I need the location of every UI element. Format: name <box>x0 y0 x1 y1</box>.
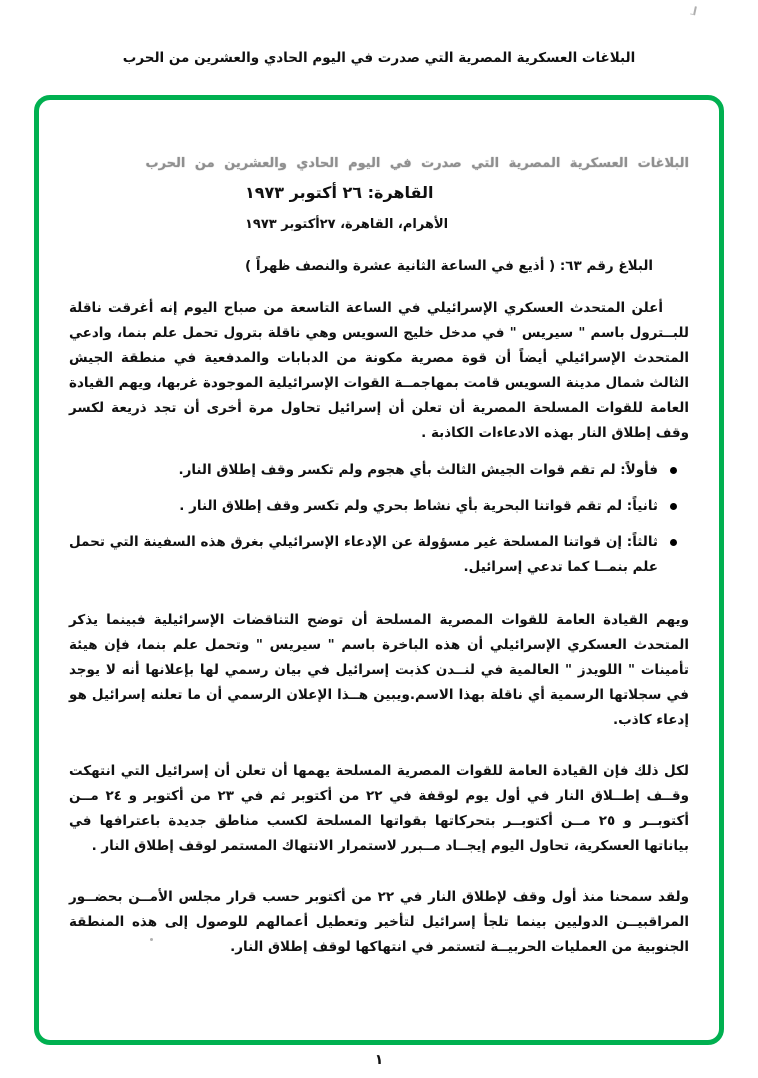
bullet-text: ثانياً: لم تقم قواتنا البحرية بأي نشاط بحري ولم تكسر وقف إطلاق النار . <box>179 498 658 514</box>
dateline: القاهرة: ٢٦ أكتوبر ١٩٧٣ <box>245 183 434 202</box>
paragraph-observers: ولقد سمحنا منذ أول وقف لإطلاق النار في ٢٢ من أكتوبر حسب قرار مجلس الأمــن بحضــور المراقبيــن الدوليين بينما تلجأ إسرائيل لتأخير وتعطيل أعمالهم للوصول إلى هذه المنطقة الجنوبية من العمليات الحربيــة لتستمر في انتهاكها لوقف إطلاق النار. <box>69 889 689 955</box>
paragraph-violations: لكل ذلك فإن القيادة العامة للقوات المصرية المسلحة يهمها أن تعلن أن إسرائيل التي انتهكت وقــف إطــلاق النار في أول يوم لوقفة في ٢٢ من أكتوبر ثم في ٢٣ من أكتوبر و ٢٤ مــن أكتوبــر و ٢٥ مــن أكتوبــر بتحركاتها بقواتها المسلحة لكسب مناطق جديدة باعترافها في بياناتها العسكرية، تحاول اليوم إيجــاد مــبرر لاستمرار الانتهاك المستمر لوقف إطلاق النار . <box>69 763 689 854</box>
paragraph-intro: أعلن المتحدث العسكري الإسرائيلي في الساعة التاسعة من صباح اليوم إنه أغرقت ناقلة للبــترول باسم " سيريس " في مدخل خليج السويس وهي ناقلة بترول تحمل علم بنما، وادعي المتحدث الإسرائيلي أيضاً أن قوة مصرية مكونة من الدبابات والمدفعية في منطقة الجيش الثالث شمال مدينة السويس قامت بمهاجمــة القوات الإسرائيلية الموجودة غربها، ويهم القيادة العامة للقوات المسلحة المصرية أن تعلن أن إسرائيل تحاول مرة أخرى أن تجد ذريعة لكسر وقف إطلاق النار بهذه الادعاءات الكاذبة . <box>69 300 689 441</box>
bullet-list <box>69 458 689 580</box>
byline-block <box>69 183 689 274</box>
bullet-text: فأولاً: لم تقم قوات الجيش الثالث بأي هجوم ولم تكسر وقف إطلاق النار. <box>178 462 658 478</box>
paragraph-contradictions: ويهم القيادة العامة للقوات المصرية المسلحة أن توضح التناقضات الإسرائيلية فبينما يذكر المتحدث العسكري الإسرائيلي أن هذه الباخرة باسم " سيريس " وتحمل علم بنما، فإن هيئة تأمينات " اللويدز " العالمية في لنــدن كذبت إسرائيل في بيان رسمي لها بإعلانها أنه لا يوجد في سجلاتها الرسمية أي ناقلة بهذا الاسم.ويبين هــذا الإعلان الرسمي أن ما تعلنه إسرائيل هو إدعاء كاذب. <box>69 612 689 728</box>
bullet-dot-icon <box>670 503 677 510</box>
bullet-dot-icon <box>670 539 677 546</box>
bulletin-number-heading: البلاغ رقم ٦٣: ( أذيع في الساعة الثانية عشرة والنصف ظهراً ) <box>245 258 654 274</box>
bullet-dot-icon <box>670 467 677 474</box>
scanned-faded-title: البلاغات العسكرية المصرية التي صدرت في اليوم الحادي والعشرين من الحرب <box>145 156 689 171</box>
page-number: ١ <box>374 1052 384 1068</box>
bullet-text: ثالثاً: إن قواتنا المسلحة غير مسؤولة عن الإدعاء الإسرائيلي بغرق هذه السفينة التي تحمل علم بنمــا كما تدعي إسرائيل. <box>69 534 658 575</box>
bullet-item-first <box>69 458 677 483</box>
scan-artifact-mark <box>690 6 697 16</box>
bullet-item-third <box>69 530 677 580</box>
source-line: الأهرام، القاهرة، ٢٧أكتوبر ١٩٧٣ <box>245 217 449 232</box>
page-header-title: البلاغات العسكرية المصرية التي صدرت في اليوم الحادي والعشرين من الحرب <box>122 50 636 66</box>
document-green-frame <box>34 95 724 1045</box>
bullet-item-second <box>69 494 677 519</box>
scan-speck <box>150 938 153 941</box>
